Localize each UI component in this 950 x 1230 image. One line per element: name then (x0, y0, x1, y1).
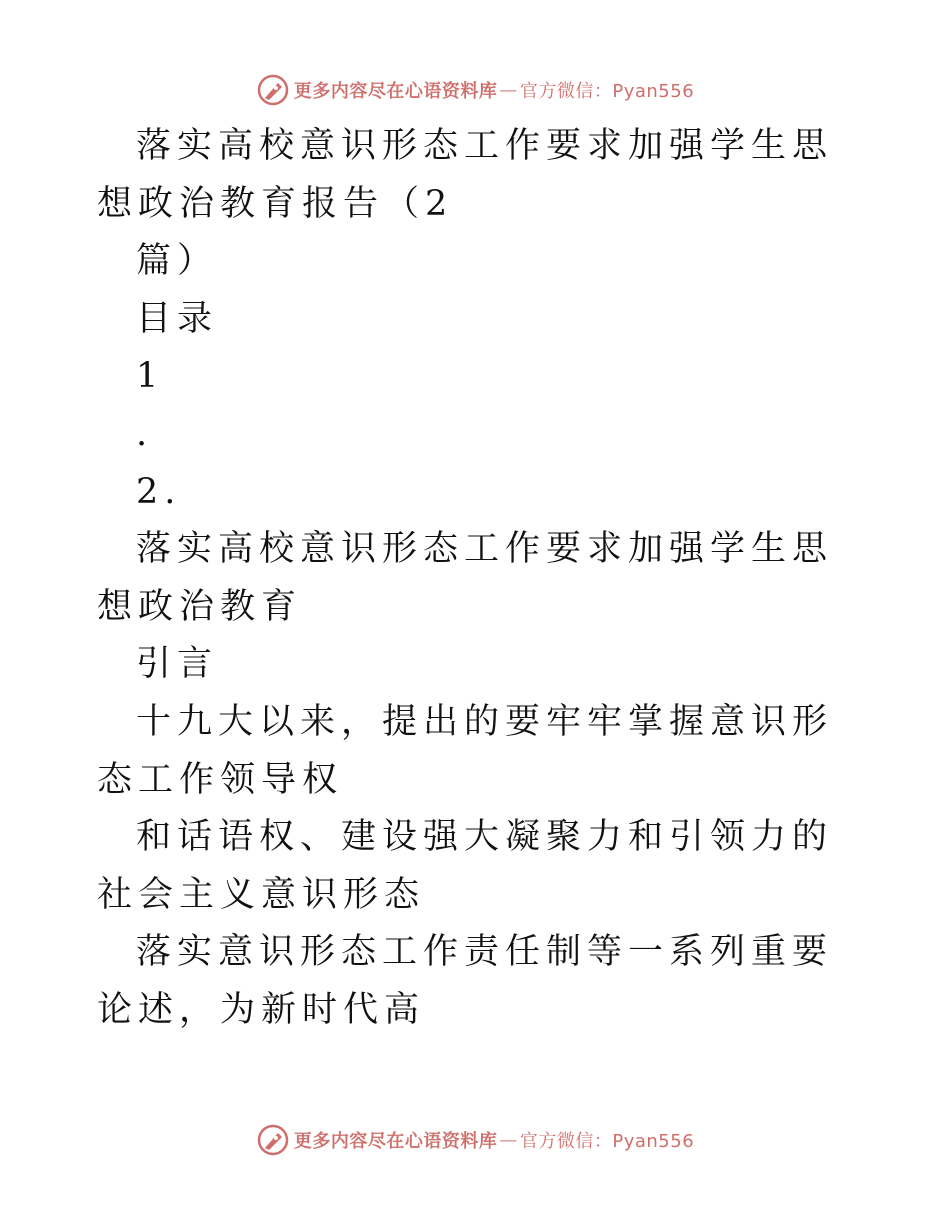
pen-nib-logo-icon (256, 1123, 290, 1157)
pen-nib-logo-icon (256, 73, 290, 107)
title-line: 落实高校意识形态工作要求加强学生思想政治教育报告（2 (97, 126, 834, 224)
body-paragraph: 和话语权、建设强大凝聚力和引领力的社会主义意识形态 (97, 817, 834, 915)
body-paragraph: 落实意识形态工作责任制等一系列重要论述，为新时代高 (97, 932, 834, 1030)
footer-wechat-text: 官方微信：Pyan556 (519, 1131, 695, 1152)
body-paragraph: 十九大以来，提出的要牢牢掌握意识形态工作领导权 (97, 701, 834, 800)
toc-item: . (136, 413, 154, 454)
toc-heading: 目录 (136, 298, 219, 339)
toc-item: 1 (136, 356, 165, 397)
section-title: 落实高校意识形态工作要求加强学生思想政治教育 (97, 529, 834, 627)
footer-dash: — (499, 1129, 518, 1151)
footer-watermark (0, 1122, 950, 1158)
section-heading: 引言 (136, 644, 219, 685)
document-body (97, 118, 857, 1040)
header-watermark (0, 72, 950, 108)
header-brand-text: 更多内容尽在心语资料库 (293, 81, 498, 102)
footer-brand-text: 更多内容尽在心语资料库 (293, 1131, 498, 1152)
title-line-cont: 篇） (136, 241, 219, 282)
toc-item: 2. (136, 471, 182, 512)
header-dash: — (499, 79, 518, 101)
header-wechat-text: 官方微信：Pyan556 (519, 81, 695, 102)
